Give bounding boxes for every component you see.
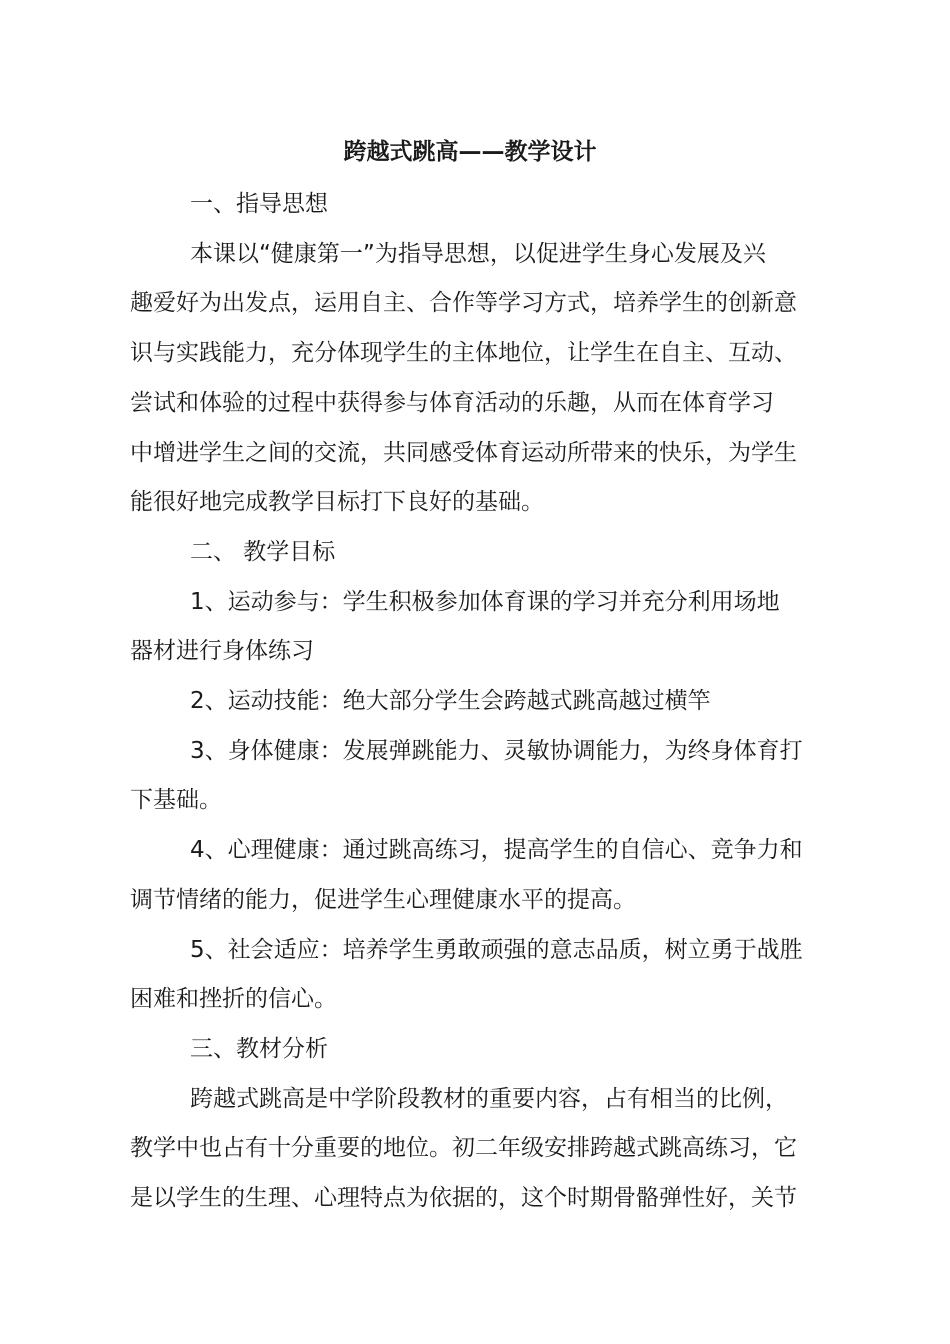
paragraph-line: 识与实践能力，充分体现学生的主体地位，让学生在自主、互动、 [130, 340, 797, 367]
paragraph-line: 本课以“健康第一”为指导思想，以促进学生身心发展及兴 [190, 240, 766, 267]
goal-item-line: 4、心理健康：通过跳高练习，提高学生的自信心、竞争力和 [190, 837, 803, 864]
document-title: 跨越式跳高——教学设计 [343, 139, 597, 165]
goal-item-line: 5、社会适应：培养学生勇敢顽强的意志品质，树立勇于战胜 [190, 936, 803, 963]
paragraph-line: 能很好地完成教学目标打下良好的基础。 [130, 489, 544, 516]
paragraph-line: 跨越式跳高是中学阶段教材的重要内容，占有相当的比例， [190, 1085, 788, 1112]
document-body [130, 180, 810, 1224]
goal-item-line: 下基础。 [130, 787, 222, 814]
section-heading-teaching-goals: 二、 教学目标 [190, 538, 336, 565]
section-heading-guiding-ideology: 一、指导思想 [190, 191, 328, 217]
paragraph-line: 尝试和体验的过程中获得参与体育活动的乐趣，从而在体育学习 [130, 389, 774, 416]
goal-item-line: 器材进行身体练习 [130, 638, 314, 665]
paragraph-line: 教学中也占有十分重要的地位。初二年级安排跨越式跳高练习，它 [130, 1135, 797, 1162]
goal-item-line: 困难和挫折的信心。 [130, 986, 337, 1013]
paragraph-line: 趣爱好为出发点，运用自主、合作等学习方式，培养学生的创新意 [130, 290, 797, 317]
section-heading-material-analysis: 三、教材分析 [190, 1035, 328, 1062]
goal-item-line: 1、运动参与：学生积极参加体育课的学习并充分利用场地 [190, 588, 780, 615]
goal-item-line: 2、运动技能：绝大部分学生会跨越式跳高越过横竿 [190, 688, 711, 715]
paragraph-line: 中增进学生之间的交流，共同感受体育运动所带来的快乐，为学生 [130, 439, 797, 466]
goal-item-line: 3、身体健康：发展弹跳能力、灵敏协调能力，为终身体育打 [190, 737, 803, 764]
paragraph-line: 是以学生的生理、心理特点为依据的，这个时期骨骼弹性好，关节 [130, 1185, 797, 1212]
document-page [130, 130, 810, 1224]
goal-item-line: 调节情绪的能力，促进学生心理健康水平的提高。 [130, 886, 636, 913]
